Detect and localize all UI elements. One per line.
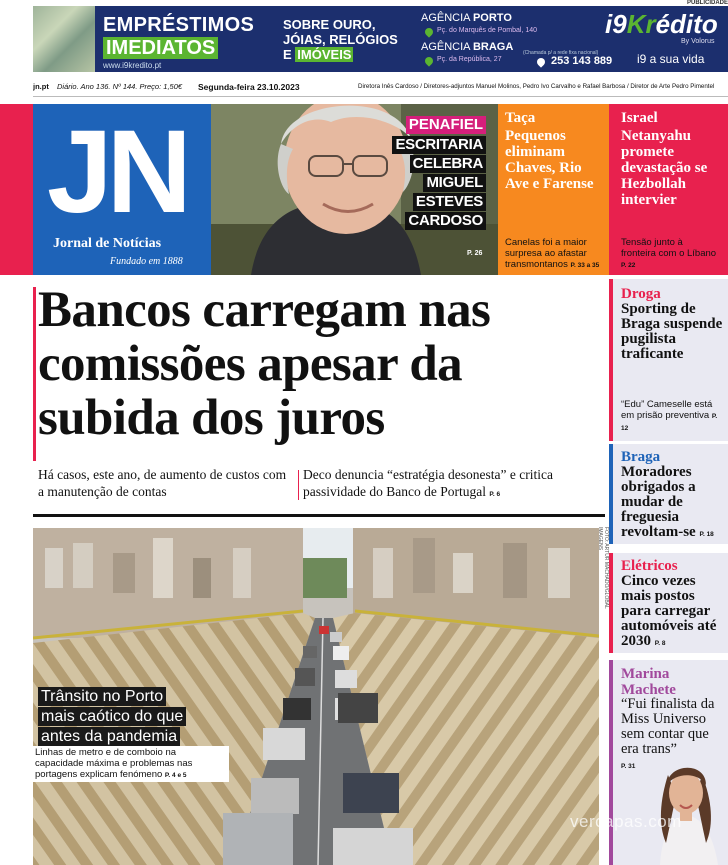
photo-credit: FOTO: ARTUR MACHADO/GLOBAL IMAGENS bbox=[597, 527, 609, 609]
jn-logo: JN bbox=[47, 106, 186, 238]
promo-israel[interactable] bbox=[609, 104, 728, 275]
phone-icon bbox=[535, 56, 546, 67]
promo-headline: Netanyahu promete devastação se Hezbollah intervier bbox=[621, 128, 708, 208]
ad-offer: SOBRE OURO, JÓIAS, RELÓGIOS E IMÓVEIS bbox=[283, 17, 398, 62]
rail-headline: “Fui finalista da Miss Universo sem contar que era trans” bbox=[621, 696, 715, 757]
edition-date: Segunda-feira 23.10.2023 bbox=[198, 82, 300, 92]
ad-tagline: i9 a sua vida bbox=[637, 52, 705, 66]
rail-headline: Sporting de Braga suspende pugilista traficante bbox=[621, 301, 723, 362]
promo-taca[interactable] bbox=[498, 104, 609, 275]
promo-headline: Pequenos eliminam Chaves, Rio Ave e Farense bbox=[505, 128, 594, 192]
agency-porto-address: Pç. do Marquês de Pombal, 140 bbox=[437, 27, 538, 34]
banknotes-image bbox=[33, 6, 95, 72]
ad-line1: EMPRÉSTIMOS bbox=[103, 14, 255, 36]
ad-brand-by: By Volorus bbox=[681, 38, 715, 45]
rail-page: P. 31 bbox=[621, 763, 636, 770]
divider bbox=[298, 470, 299, 500]
page-ref: P. 26 bbox=[467, 250, 483, 257]
rail-kicker: Marina Machete bbox=[621, 666, 676, 698]
location-pin-icon bbox=[423, 26, 434, 37]
rail-headline: Cinco vezes mais postos para carregar automóveis até 2030 P. 8 bbox=[621, 573, 717, 649]
rail-kicker: Droga bbox=[621, 286, 661, 302]
promo-headline-stack: ESCRITARIA CELEBRA MIGUEL ESTEVES CARDOSO bbox=[392, 135, 486, 230]
rail-kicker: Elétricos bbox=[621, 558, 678, 574]
promo-kicker: Israel bbox=[621, 110, 658, 126]
rail-kicker: Braga bbox=[621, 449, 661, 465]
agency-braga-address: Pç. da República, 27 bbox=[437, 56, 502, 63]
rail-accent bbox=[609, 444, 613, 544]
divider bbox=[33, 514, 605, 517]
advertising-label: PUBLICIDADE bbox=[686, 0, 728, 6]
ad-site[interactable]: www.i9kredito.pt bbox=[103, 61, 162, 70]
advertisement-banner[interactable] bbox=[33, 6, 728, 72]
founded-note: Fundado em 1888 bbox=[110, 256, 183, 267]
watermark: vercapas.com bbox=[570, 812, 682, 831]
ad-phone[interactable]: 253 143 889 bbox=[551, 55, 613, 67]
promo-kicker: Taça bbox=[505, 110, 536, 126]
rail-accent bbox=[609, 660, 613, 865]
edition-details: Diário. Ano 136. Nº 144. Preço: 1,50€ bbox=[57, 82, 183, 91]
rail-accent bbox=[609, 279, 613, 441]
main-headline[interactable]: Bancos carregam nas comissões apesar da subida dos juros bbox=[38, 282, 491, 446]
ad-line2: IMEDIATOS bbox=[103, 37, 218, 59]
main-subhead-right: Deco denuncia “estratégia desonesta” e critica passividade do Banco de Portugal P. 6 bbox=[303, 467, 553, 499]
promo-sub: Canelas foi a maior surpresa ao afastar transmontanos P. 33 a 35 bbox=[505, 237, 600, 270]
rail-sub: “Edu” Cameselle está em prisão preventiva P. 12 bbox=[621, 399, 718, 432]
call-note: (Chamada p/ a rede fixa nacional) bbox=[523, 50, 599, 56]
promo-sub: Tensão junto à fronteira com o Líbano P. 22 bbox=[621, 237, 717, 269]
main-subhead-left: Há casos, este ano, de aumento de custos com a manutenção de contas bbox=[38, 467, 287, 499]
staff-credits: Diretora Inês Cardoso / Diretores-adjuntos Manuel Molinos, Pedro Ivo Carvalho e Rafael Barbosa / Diretor de Arte Pedro Pimentel bbox=[358, 83, 715, 90]
headline-accent bbox=[33, 287, 36, 461]
promo-kicker: PENAFIEL bbox=[406, 116, 486, 134]
edition-info-strip bbox=[33, 80, 728, 94]
rail-accent bbox=[609, 553, 613, 653]
photo-story-body: Linhas de metro e de comboio na capacidade máxima e problemas nas portagens explicam fenómeno P. 4 e 5 bbox=[33, 746, 229, 782]
promo-photo-escritaria[interactable] bbox=[211, 104, 498, 275]
photo-story-headline[interactable]: Trânsito no Porto mais caótico do que antes da pandemia bbox=[38, 686, 228, 746]
newspaper-name: Jornal de Notícias bbox=[53, 236, 162, 251]
site-link[interactable]: jn.pt bbox=[33, 82, 49, 91]
agency-braga: AGÊNCIA BRAGA bbox=[421, 41, 514, 53]
ad-brand-logo: i9Krédito bbox=[605, 9, 718, 39]
rail-headline: Moradores obrigados a mudar de freguesia revoltam-se P. 18 bbox=[621, 464, 714, 540]
location-pin-icon bbox=[423, 55, 434, 66]
marina-machete-photo bbox=[640, 755, 728, 865]
accent-strip bbox=[0, 104, 33, 275]
divider bbox=[33, 96, 728, 97]
agency-porto: AGÊNCIA PORTO bbox=[421, 12, 512, 24]
